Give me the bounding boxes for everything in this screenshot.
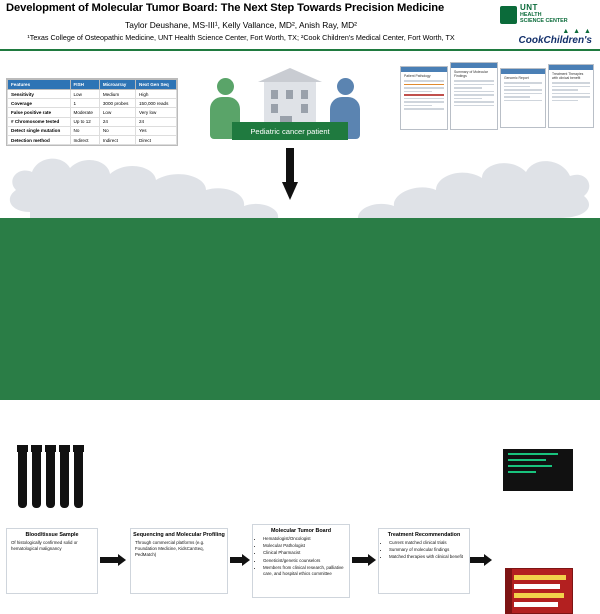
lightbulb-icon	[280, 446, 302, 472]
cook-dots-icon: ▲ ▲ ▲	[562, 28, 592, 35]
table-cell: 24	[136, 117, 177, 126]
workflow-box-sample	[6, 528, 98, 594]
report-thumbnail	[450, 62, 498, 130]
unt-logo	[500, 4, 592, 26]
table-cell: Detection method	[8, 135, 71, 144]
affiliation-list: ¹Texas College of Osteopathic Medicine, UNT Health Science Center, Fort Worth, TX; ²Cook Children's Medical Center, Fort Worth, TX	[27, 33, 455, 42]
table-cell: # Chromosome tested	[8, 117, 71, 126]
bullet: • Matched therapies with clinical benefit	[389, 554, 465, 560]
bullet: • Molecular Pathologist	[263, 543, 345, 549]
monitor-screen	[500, 446, 576, 494]
workflow-box-body: Of histologically confirmed solid or hematological malignancy	[11, 540, 78, 552]
bullet: • Hematologist/Oncologist	[263, 536, 345, 542]
table-cell: False positive rate	[8, 108, 71, 117]
table-cell: Yes	[136, 126, 177, 135]
table-row	[8, 90, 177, 99]
table-cell: Indirect	[70, 135, 99, 144]
unt-logo-text	[520, 5, 568, 24]
flow-arrow-1	[100, 554, 126, 566]
flow-arrow-down	[282, 148, 298, 200]
workflow-box-title: Molecular Tumor Board	[270, 528, 332, 534]
workflow-box-bullets	[383, 540, 465, 561]
figure-head	[217, 78, 234, 95]
table-row	[8, 108, 177, 117]
figure-head	[337, 78, 354, 95]
table-col-3: Next Gen Seq	[136, 80, 177, 90]
table-row	[8, 126, 177, 135]
poster-header	[0, 0, 600, 56]
report-thumbnail	[400, 66, 448, 130]
table-cell: No	[70, 126, 99, 135]
table-cell: Direct	[136, 135, 177, 144]
bullet: • Current matched clinical trials	[389, 540, 465, 546]
table-col-0: Features	[8, 80, 71, 90]
table-cell: 1	[70, 99, 99, 108]
unt-logo-line2: HEALTH	[520, 11, 542, 18]
table-cell: 3000 probes	[99, 99, 135, 108]
report-caption: Summary of Molecular Findings	[454, 70, 488, 78]
header-divider	[0, 49, 600, 51]
table-cell: Up to 12	[70, 117, 99, 126]
table-cell: 150,000 reads	[136, 99, 177, 108]
unt-mark-icon	[500, 6, 517, 24]
table-cell: Indirect	[99, 135, 135, 144]
bullet: • Clinical Pharmacist	[263, 550, 345, 556]
table-cell: Medium	[99, 90, 135, 99]
bullet: • Members from clinical research, palliative care, and hospital ethics committee	[263, 565, 345, 577]
dna-helix-icon	[182, 444, 222, 518]
unt-logo-line1: UNT	[520, 3, 538, 13]
page-title: Development of Molecular Tumor Board: The Next Step Towards Precision Medicine	[6, 2, 445, 14]
table-col-2: Microarray	[99, 80, 135, 90]
test-tubes-icon	[14, 450, 90, 516]
monitor-icon	[500, 446, 576, 512]
report-caption: Patient Pathology	[404, 74, 431, 78]
table-cell: Low	[70, 90, 99, 99]
cook-logo-text: CookChildren's	[518, 35, 592, 46]
workflow-box-body: Through commercial platforms (e.g. Foundation Medicine, KidsCanSeq, PedMatch)	[135, 540, 205, 558]
report-caption: Treatment Therapies with clinical benefit	[552, 72, 584, 80]
table-col-1: FISH	[70, 80, 99, 90]
report-thumbnails	[400, 62, 592, 148]
flow-arrow-4	[470, 554, 492, 566]
bullet: • Summary of molecular findings	[389, 547, 465, 553]
workflow-content	[0, 218, 600, 577]
table-cell: High	[136, 90, 177, 99]
workflow-box-tumor-board	[252, 524, 350, 598]
table-cell: Detect single mutation	[8, 126, 71, 135]
workflow-box-bullets	[257, 536, 345, 577]
table-row	[8, 99, 177, 108]
table-cell: Coverage	[8, 99, 71, 108]
workflow-box-title: Treatment Recommendation	[387, 532, 461, 538]
table-header-row	[8, 80, 177, 90]
bottle-shape	[388, 456, 414, 496]
table-cell: Very low	[136, 108, 177, 117]
cook-childrens-logo	[500, 29, 592, 46]
bullet: • Geneticist/genetic counselors	[263, 558, 345, 564]
clinician-figure	[260, 474, 316, 520]
report-thumbnail	[548, 64, 594, 128]
cloud-shape	[0, 150, 600, 220]
workflow-box-treatment	[378, 528, 470, 594]
flow-arrow-2	[230, 554, 250, 566]
flow-arrow-3	[352, 554, 376, 566]
table-cell: Low	[99, 108, 135, 117]
workflow-box-title: Sequencing and Molecular Profiling	[133, 532, 225, 538]
technology-comparison-table	[6, 78, 178, 146]
workflow-box-sequencing	[130, 528, 228, 594]
patient-caption-badge: Pediatric cancer patient	[232, 122, 348, 140]
hospital-roof	[258, 68, 322, 82]
workflow-box-title: Electronic Medical Record	[506, 528, 574, 534]
report-thumbnail	[500, 68, 546, 128]
workflow-box-emr	[492, 528, 588, 556]
table-cell: 24	[99, 117, 135, 126]
table-cell: No	[99, 126, 135, 135]
dna-sequence-text: CTA CGG AAA AGC AAT TTA tga TGT CCG TGT GCA GTG CGT GGT TAC	[120, 442, 170, 491]
workflow-box-title: Blood/tissue Sample	[25, 532, 79, 538]
table-cell: Moderate	[70, 108, 99, 117]
workflow-box-footnote: “The Rise of Targeted Therapy”	[508, 549, 572, 555]
pill-bottle-icon	[380, 448, 438, 518]
table-row	[8, 117, 177, 126]
clinician-idea-icon	[252, 446, 324, 520]
book-stack-icon	[505, 568, 573, 614]
workflow-box-body: Documentation of therapy decision	[504, 537, 576, 543]
author-list: Taylor Deushane, MS-III¹, Kelly Vallance, MD², Anish Ray, MD²	[125, 20, 357, 30]
unt-logo-line3: SCIENCE CENTER	[520, 18, 568, 25]
table-row	[8, 135, 177, 144]
table-cell: Sensitivity	[8, 90, 71, 99]
report-caption: Genomic Report	[504, 76, 529, 80]
